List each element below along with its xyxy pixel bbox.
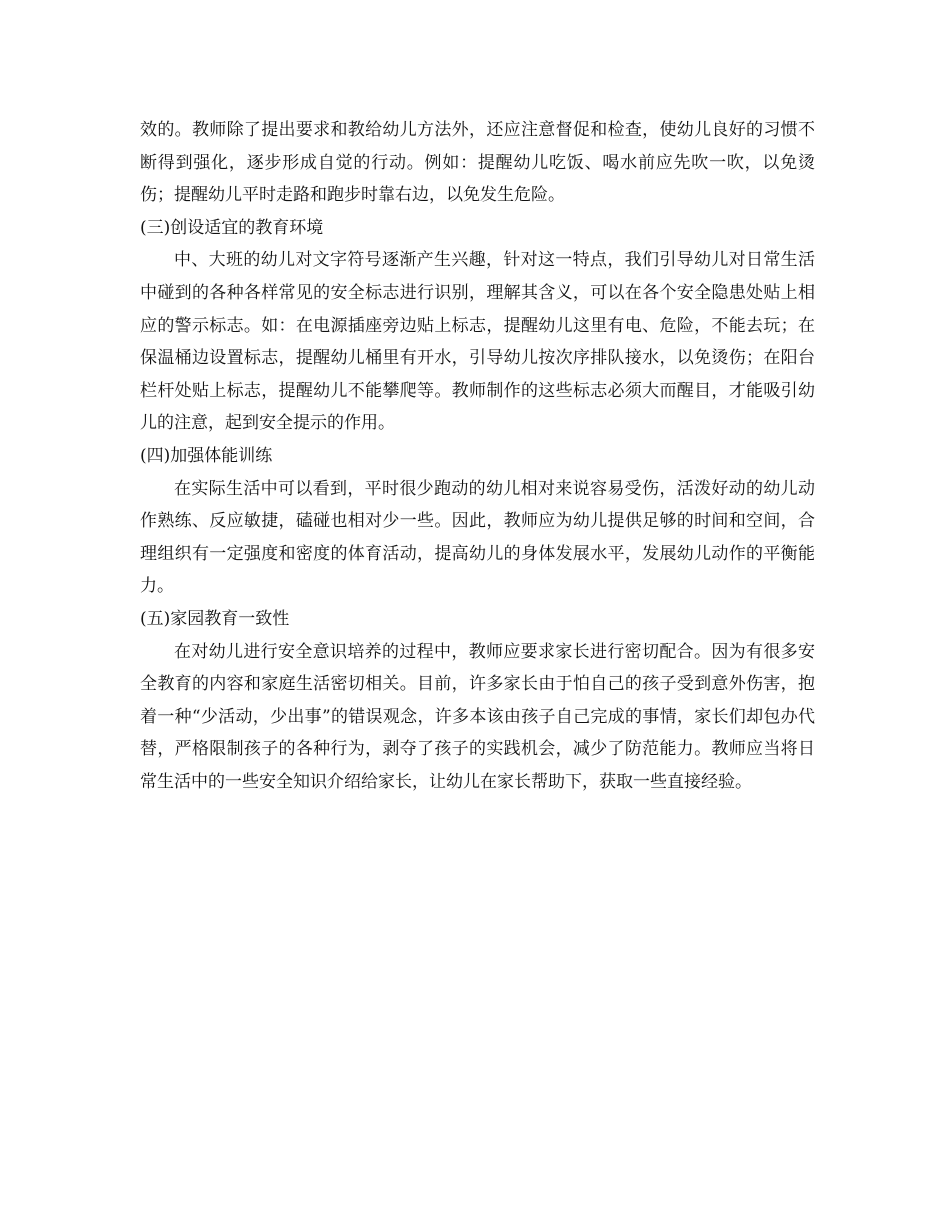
paragraph-body: 在对幼儿进行安全意识培养的过程中，教师应要求家长进行密切配合。因为有很多安全教育的内容和家庭生活密切相关。目前，许多家长由于怕自己的孩子受到意外伤害，抱着一种“少活动，少出事”的错误观念，许多本该由孩子自己完成的事情，家长们却包办代替，严格限制孩子的各种行为，剥夺了孩子的实践机会，减少了防范能力。教师应当将日常生活中的一些安全知识介绍给家长，让幼儿在家长帮助下，获取一些直接经验。: [140, 641, 815, 792]
paragraph-body: 中、大班的幼儿对文字符号逐渐产生兴趣，针对这一特点，我们引导幼儿对日常生活中碰到的各种各样常见的安全标志进行识别，理解其含义，可以在各个安全隐患处贴上相应的警示标志。如：在电源插座旁边贴上标志，提醒幼儿这里有电、危险，不能去玩；在保温桶边设置标志，提醒幼儿桶里有开水，引导幼儿按次序排队接水，以免烫伤；在阳台栏杆处贴上标志，提醒幼儿不能攀爬等。教师制作的这些标志必须大而醒目，才能吸引幼儿的注意，起到安全提示的作用。: [140, 250, 815, 434]
section-heading-3: (三)创设适宜的教育环境: [140, 217, 324, 238]
section-heading-5: (五)家园教育一致性: [140, 608, 290, 629]
section-heading-4: (四)加强体能训练: [140, 445, 273, 466]
document-body: [140, 114, 815, 798]
paragraph-body: 在实际生活中可以看到，平时很少跑动的幼儿相对来说容易受伤，活泼好动的幼儿动作熟练、反应敏捷，磕碰也相对少一些。因此，教师应为幼儿提供足够的时间和空间，合理组织有一定强度和密度的体育活动，提高幼儿的身体发展水平，发展幼儿动作的平衡能力。: [140, 478, 815, 597]
paragraph-continuation: 效的。教师除了提出要求和教给幼儿方法外，还应注意督促和检查，使幼儿良好的习惯不断得到强化，逐步形成自觉的行动。例如：提醒幼儿吃饭、喝水前应先吹一吹，以免烫伤；提醒幼儿平时走路和跑步时靠右边，以免发生危险。: [140, 120, 815, 206]
